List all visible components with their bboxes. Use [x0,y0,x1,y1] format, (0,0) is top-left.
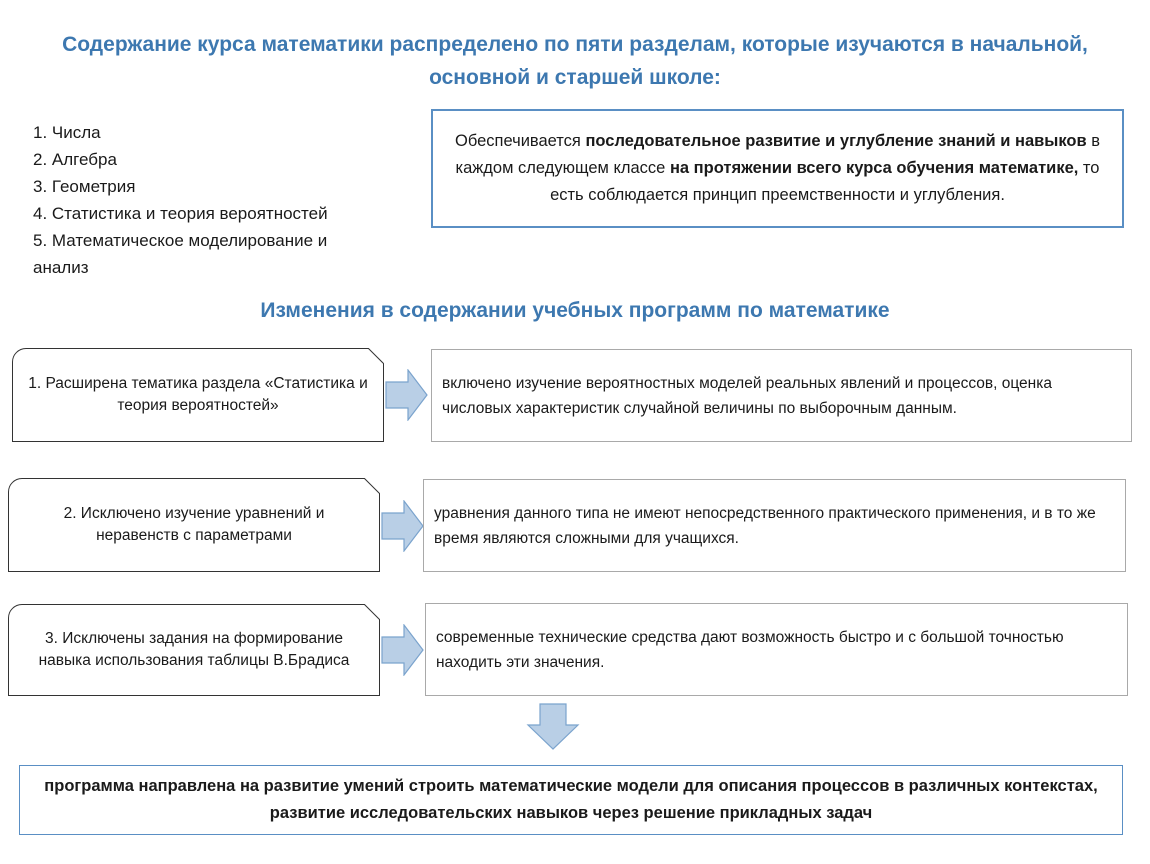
folded-corner-icon [368,348,384,364]
section-subtitle: Изменения в содержании учебных программ по математике [260,299,890,322]
sections-list [33,119,373,281]
change-effect-text: включено изучение вероятностных моделей реальных явлений и процессов, оценка числовых характеристик случайной величины по выборочным данным. [442,374,1052,417]
change-cause-box-2 [8,478,380,572]
change-effect-text: уравнения данного типа не имеют непосредственного практического применения, и в то же время являются сложными для учащихся. [434,504,1096,547]
folded-corner-icon [364,604,380,620]
info-text-plain: то есть соблюдается принцип преемственности и углубления. [550,159,1100,204]
change-cause-text: 1. Расширена тематика раздела «Статистика и теория вероятностей» [28,375,368,414]
change-effect-box-3 [425,603,1128,696]
list-item: 3. Геометрия [33,177,136,196]
conclusion-text: программа направлена на развитие умений строить математические модели для описания процессов в различных контекстах, развитие исследовательских навыков через решение прикладных задач [44,777,1098,822]
change-cause-box-1 [12,348,384,442]
list-item: 1. Числа [33,123,101,142]
change-effect-text: современные технические средства дают возможность быстро и с большой точностью находить эти значения. [436,628,1064,671]
folded-corner-icon [364,478,380,494]
continuity-text [453,128,1102,209]
info-text-bold: на протяжении всего курса обучения математике, [669,159,1079,177]
change-cause-text: 3. Исключены задания на формирование навыка использования таблицы В.Брадиса [38,630,350,669]
list-item: 2. Алгебра [33,150,117,169]
info-text-plain: Обеспечивается [455,132,586,150]
right-arrow-icon [381,500,425,552]
continuity-info-box [431,109,1124,228]
change-cause-box-3 [8,604,380,696]
list-item: 5. Математическое моделирование и анализ [33,231,328,277]
info-text-bold: последовательное развитие и углубление знаний и навыков [585,132,1087,150]
down-arrow-icon [526,703,580,751]
change-effect-box-2 [423,479,1126,572]
list-item: 4. Статистика и теория вероятностей [33,204,328,223]
change-effect-box-1 [431,349,1132,442]
info-text-plain: в каждом следующем классе [455,132,1100,177]
change-cause-text: 2. Исключено изучение уравнений и неравенств с параметрами [63,505,325,544]
conclusion-box [19,765,1123,835]
right-arrow-icon [385,369,429,421]
right-arrow-icon [381,624,425,676]
page-title: Содержание курса математики распределено по пяти разделам, которые изучаются в начальной, основной и старшей школе: [62,33,1088,89]
